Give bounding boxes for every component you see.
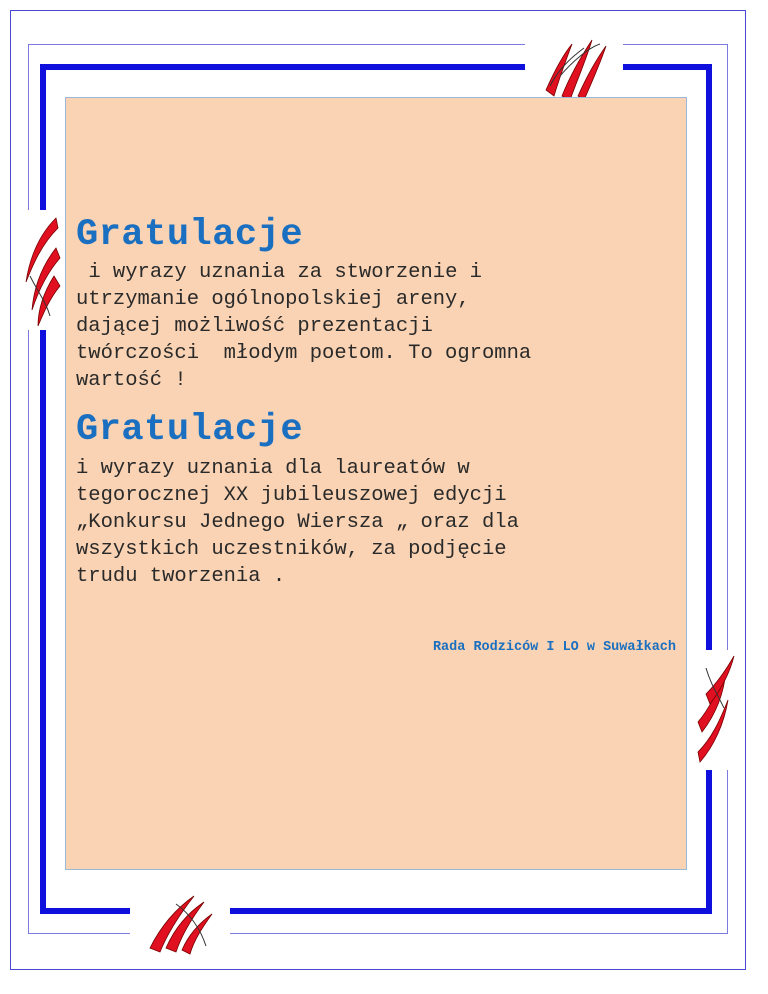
heading-congratulations-2: Gratulacje [76,409,304,451]
paragraph-1: i wyrazy uznania za stworzenie i utrzymanie ogólnopolskiej areny, dającej możliwość prezentacji twórczości młodym poetom. To ogromna wartość ! [76,261,532,392]
red-swirl-icon [540,26,610,102]
red-swirl-icon [694,652,740,772]
red-swirl-icon [16,212,62,330]
red-swirl-icon [146,884,218,956]
heading-congratulations-1: Gratulacje [76,214,304,256]
paragraph-2: i wyrazy uznania dla laureatów w tegorocznej XX jubileuszowej edycji „Konkursu Jednego Wiersza „ oraz dla wszystkich uczestników, za podjęcie trudu tworzenia . [76,457,519,588]
signature: Rada Rodziców I LO w Suwałkach [432,640,676,655]
